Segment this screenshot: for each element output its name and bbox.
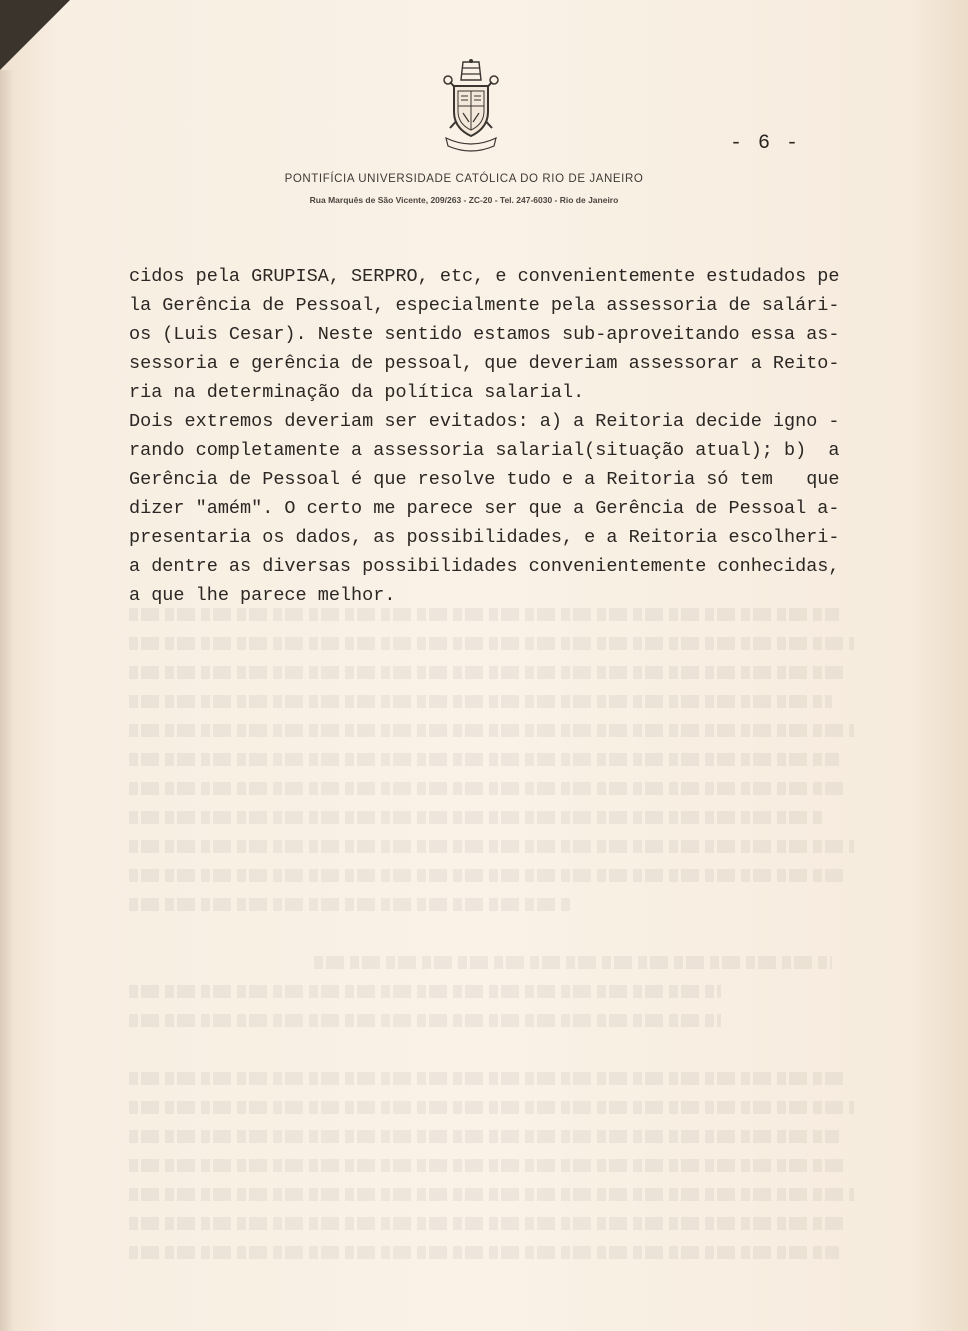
text-line: os (Luis Cesar). Neste sentido estamos sub-aproveitando essa as-	[129, 324, 840, 345]
text-line: dizer "amém". O certo me parece ser que a Gerência de Pessoal a-	[129, 498, 840, 519]
text-line: presentaria os dados, as possibilidades, e a Reitoria escolheri-	[129, 527, 840, 548]
text-line: a que lhe parece melhor.	[129, 585, 396, 606]
institution-name: PONTIFÍCIA UNIVERSIDADE CATÓLICA DO RIO DE JANEIRO	[284, 173, 644, 185]
text-line: sessoria e gerência de pessoal, que deveriam assessorar a Reito-	[129, 353, 840, 374]
folded-corner	[0, 0, 70, 70]
text-line: Dois extremos deveriam ser evitados: a) a Reitoria decide igno -	[129, 411, 840, 432]
page-number: - 6 -	[730, 132, 801, 155]
body-text	[129, 262, 879, 610]
text-line: Gerência de Pessoal é que resolve tudo e a Reitoria só tem que	[129, 469, 840, 490]
text-line: ria na determinação da política salarial.	[129, 382, 585, 403]
text-line: la Gerência de Pessoal, especialmente pela assessoria de salári-	[129, 295, 840, 316]
reverse-side-bleed-through	[129, 600, 869, 1300]
institution-address: Rua Marquês de São Vicente, 209/263 - ZC-20 - Tel. 247-6030 - Rio de Janeiro	[309, 195, 619, 205]
university-crest-icon	[436, 58, 506, 154]
page-edge-shadow	[0, 70, 14, 1331]
text-line: a dentre as diversas possibilidades convenientemente conhecidas,	[129, 556, 840, 577]
text-line: cidos pela GRUPISA, SERPRO, etc, e convenientemente estudados pe	[129, 266, 840, 287]
text-line: rando completamente a assessoria salarial(situação atual); b) a	[129, 440, 840, 461]
